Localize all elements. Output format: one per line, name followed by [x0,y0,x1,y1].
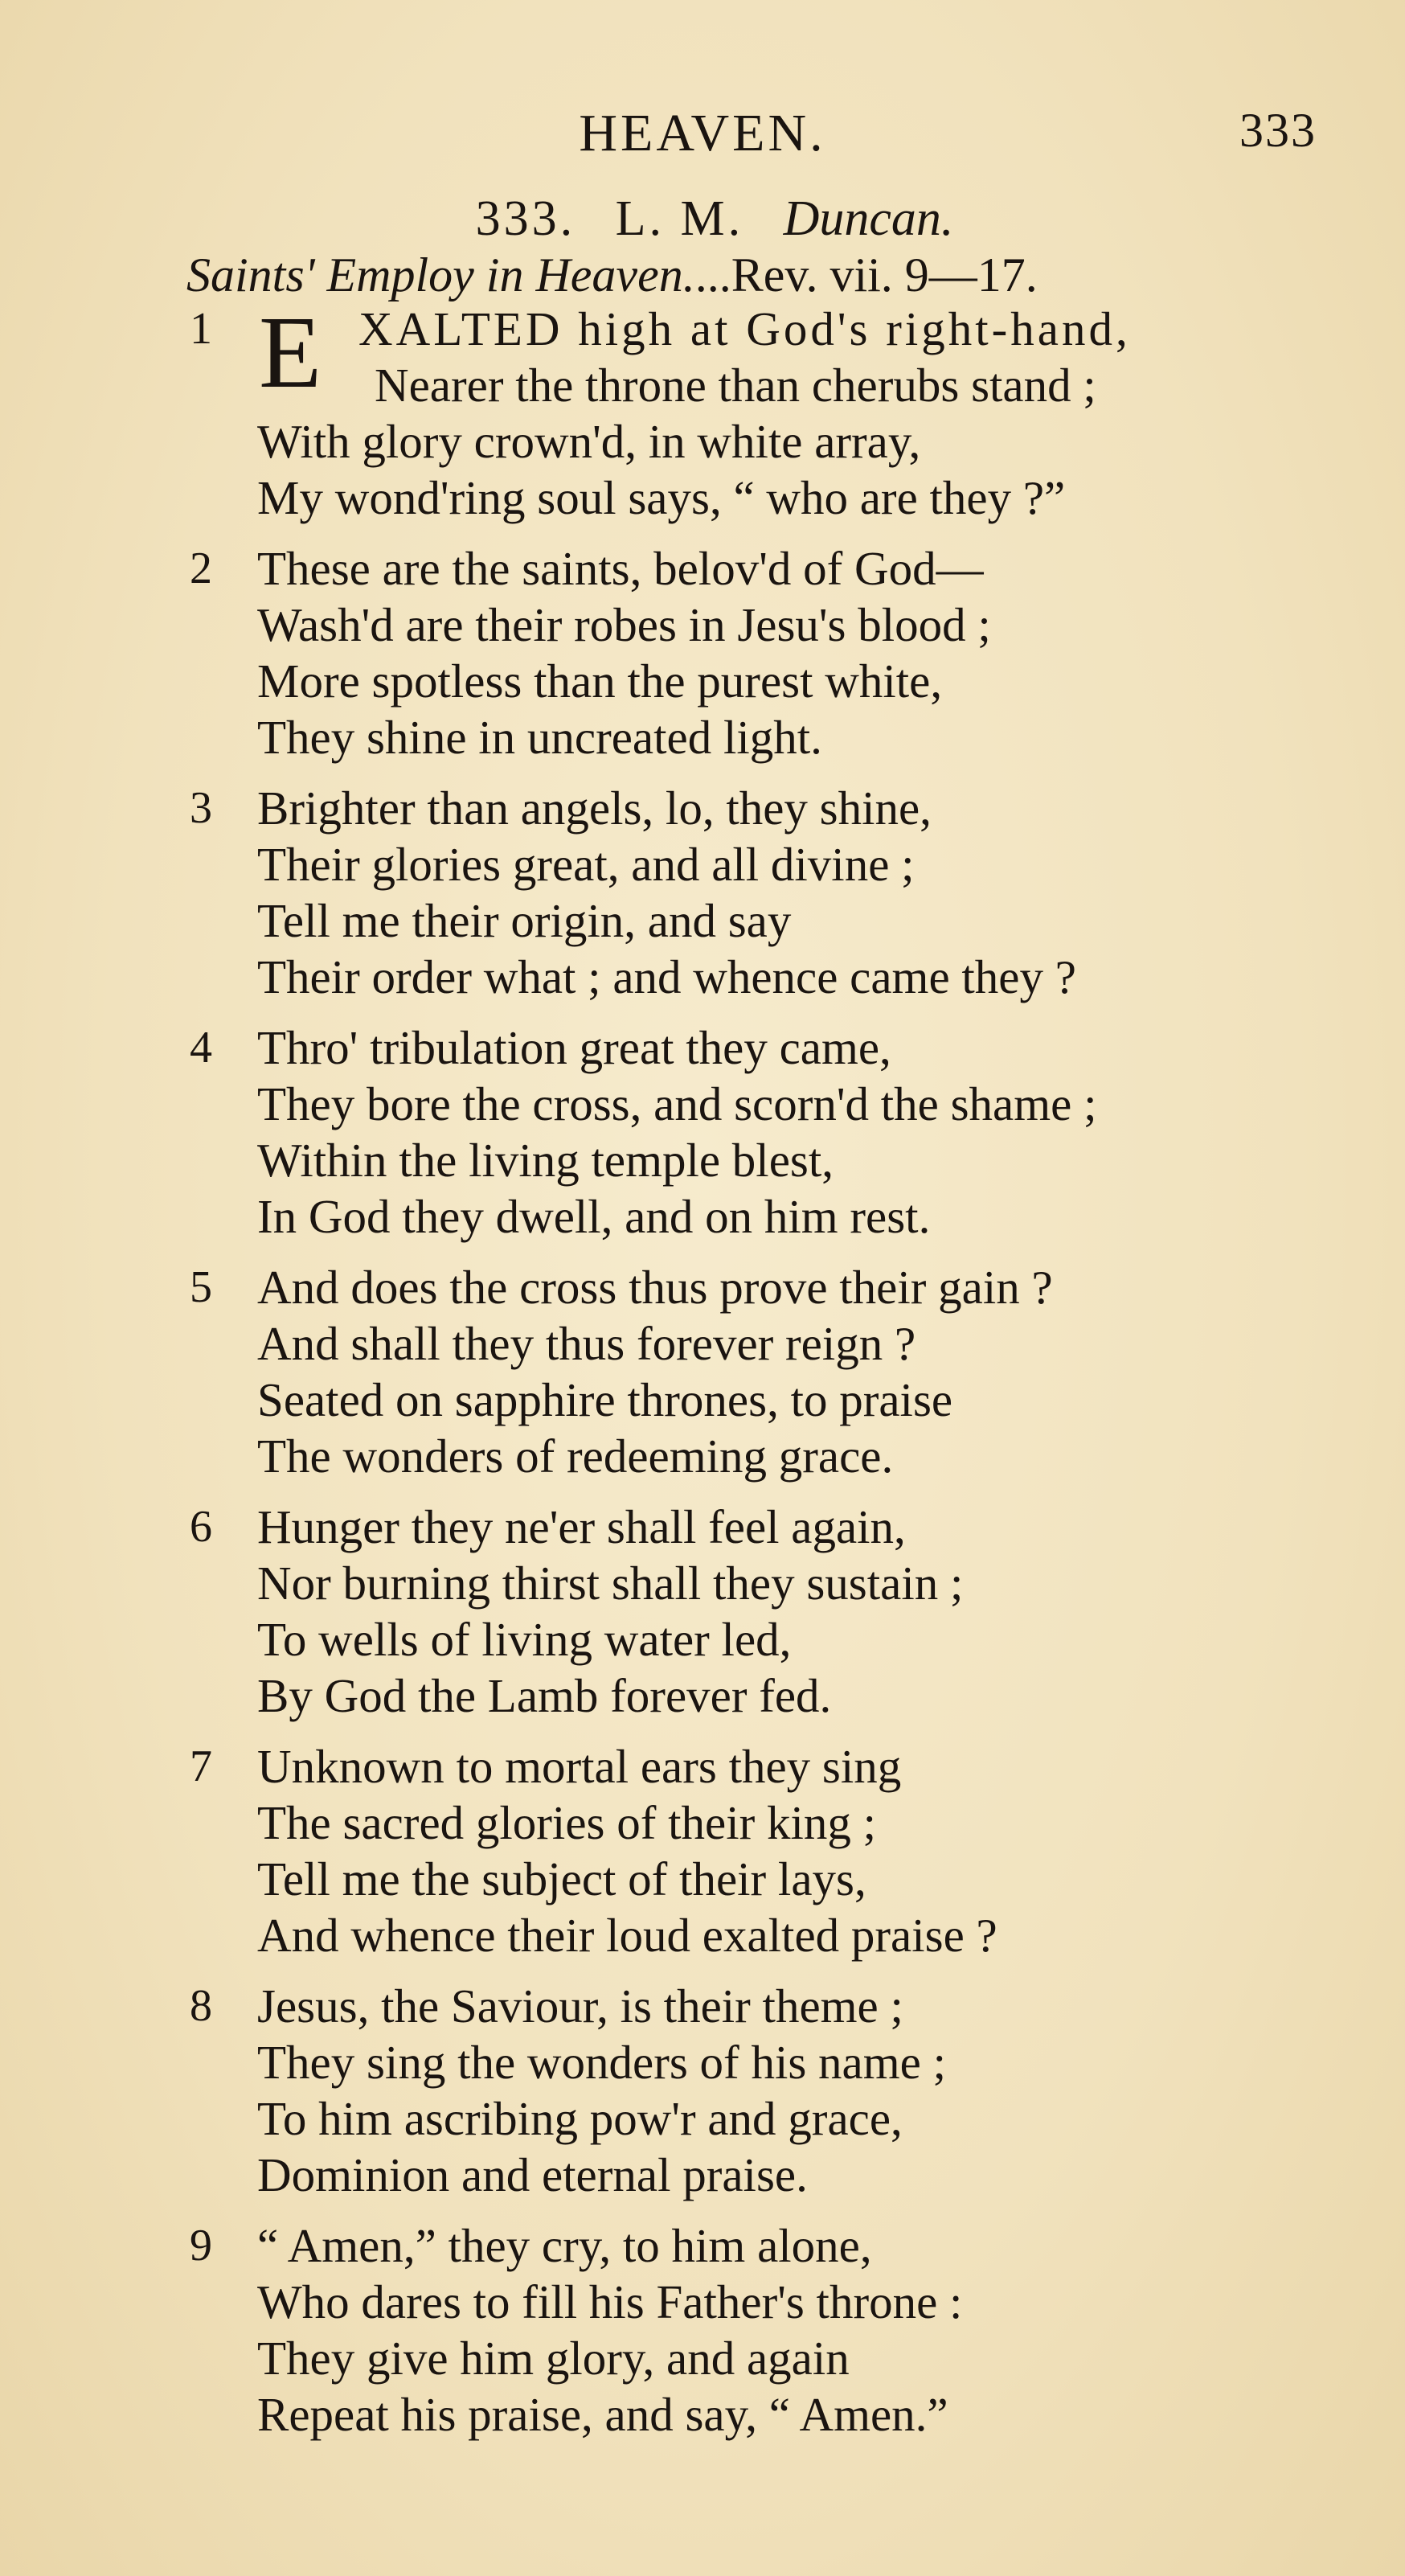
verse-number: 5 [190,1262,212,1312]
hymn-subject-title: Saints' Employ in Heaven. [186,248,695,301]
verse-line: These are the saints, belov'd of God— [257,542,984,595]
verse-line: They sing the wonders of his name ; [257,2036,946,2089]
verse-number: 3 [190,783,212,833]
verse-line: Thro' tribulation great they came, [257,1021,891,1074]
hymn-heading [0,190,1405,248]
verse-line [265,301,1405,357]
verse-line: My wond'ring soul says, “ who are they ?” [257,471,1066,524]
verse-number: 1 [190,304,212,354]
verse-line: “ Amen,” they cry, to him alone, [257,2219,872,2272]
verse-line: They bore the cross, and scorn'd the shame ; [257,1077,1097,1130]
verse-line: To him ascribing pow'r and grace, [257,2092,903,2145]
verse [0,780,1405,1005]
verse-number: 4 [190,1023,212,1073]
verse [0,1499,1405,1724]
verse-line: Their glories great, and all divine ; [257,838,915,891]
verse-line: They shine in uncreated light. [257,711,822,764]
verse-line: And shall they thus forever reign ? [257,1317,916,1370]
verse-line-text: XALTED high at God's right-hand, [358,302,1131,355]
verse-line: By God the Lamb forever fed. [257,1669,832,1722]
verse [0,1259,1405,1484]
verse-line: Nor burning thirst shall they sustain ; [257,1557,964,1610]
hymn-meter: L. M. [615,191,744,246]
verse-line: More spotless than the purest white, [257,654,943,708]
verse-line: With glory crown'd, in white array, [257,415,921,468]
verse [0,1978,1405,2203]
verse-number: 2 [190,544,212,593]
verse-number: 7 [190,1741,212,1791]
verse-line: To wells of living water led, [257,1613,792,1666]
verse-line: The sacred glories of their king ; [257,1796,877,1849]
verse-line: Seated on sapphire thrones, to praise [257,1373,953,1426]
verse-line: Tell me the subject of their lays, [257,1852,866,1905]
verse-line: Their order what ; and whence came they ? [257,950,1076,1003]
verse-number: 8 [190,1981,212,2031]
hymn-scripture-reference: ...Rev. vii. 9—17. [694,248,1038,301]
drop-cap-initial: E [259,295,322,409]
verse-line: And whence their loud exalted praise ? [257,1909,997,1962]
verse-number: 9 [190,2221,212,2270]
verse-list [0,295,1405,2457]
verse [0,2217,1405,2443]
verse-line: And does the cross thus prove their gain ? [257,1261,1053,1314]
verse-line: Within the living temple blest, [257,1134,834,1187]
verse-line: In God they dwell, and on him rest. [257,1190,931,1243]
verse-line: Hunger they ne'er shall feel again, [257,1500,906,1553]
hymn-number: 333. [475,191,576,246]
verse [0,540,1405,765]
verse-line: Nearer the throne than cherubs stand ; [375,359,1096,412]
hymn-tune: Duncan. [783,191,954,246]
verse [0,295,1405,526]
verse-line: Who dares to fill his Father's throne : [257,2275,963,2328]
page-header [0,103,1405,175]
running-title: HEAVEN. [579,104,826,162]
page-number: 333 [1239,104,1317,157]
verse-line: Dominion and eternal praise. [257,2148,808,2201]
verse-number: 6 [190,1502,212,1552]
verse-line: Brighter than angels, lo, they shine, [257,781,932,835]
verse-line: Wash'd are their robes in Jesu's blood ; [257,598,991,651]
verse-line: Repeat his praise, and say, “ Amen.” [257,2388,948,2441]
verse-line: Tell me their origin, and say [257,894,792,947]
verse [0,1738,1405,1963]
verse-line: Jesus, the Saviour, is their theme ; [257,1979,903,2032]
verse [0,1019,1405,1245]
verse-line: They give him glory, and again [257,2332,850,2385]
verse-line: The wonders of redeeming grace. [257,1430,894,1483]
verse-line: Unknown to mortal ears they sing [257,1740,902,1793]
